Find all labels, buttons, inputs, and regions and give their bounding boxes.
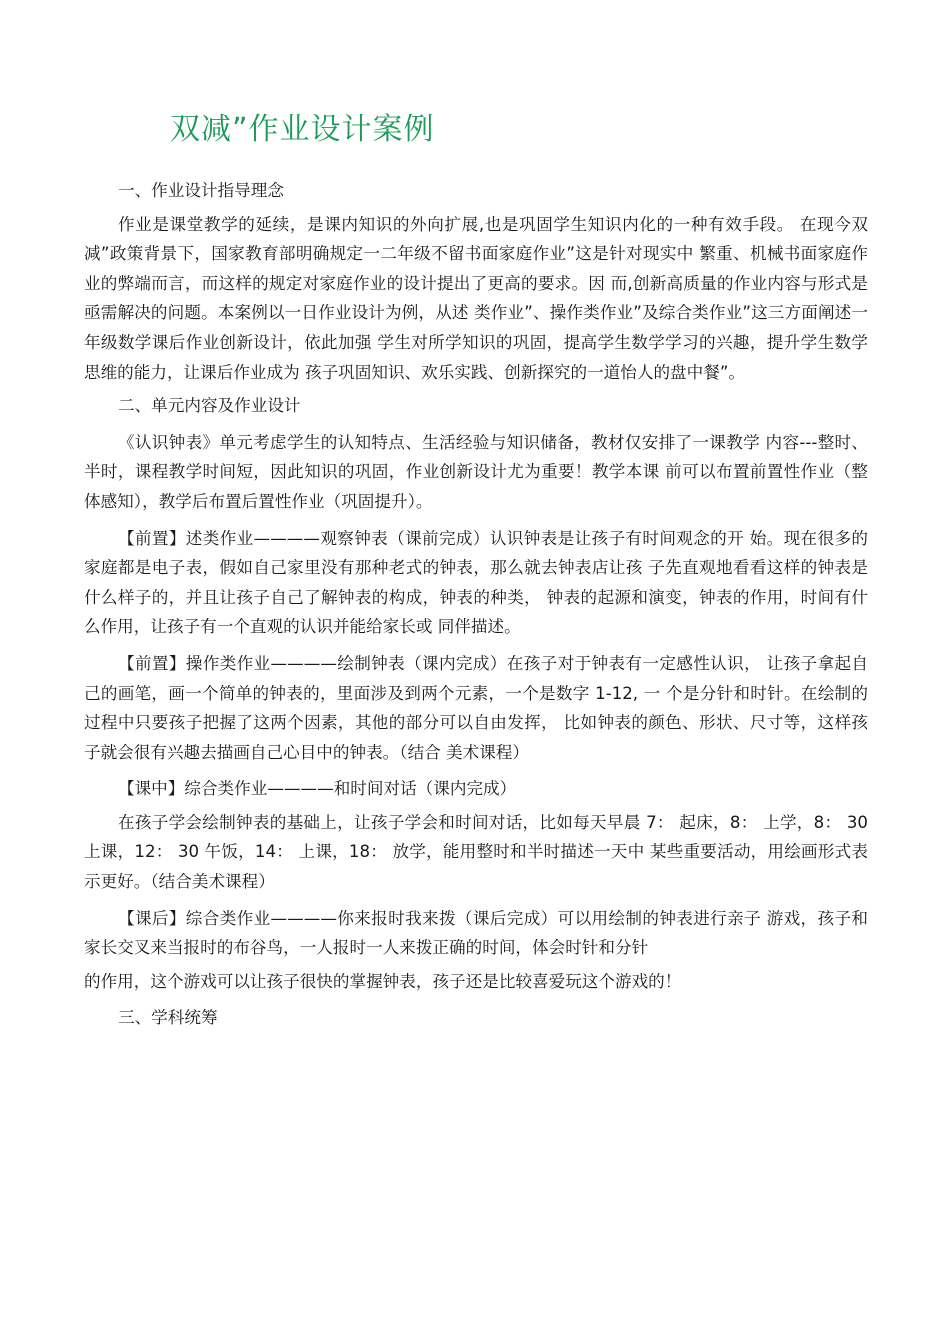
pre-task-draw-clock-paragraph: 【前置】操作类作业————绘制钟表（课内完成）在孩子对于钟表有一定感性认识， 让孩子拿起自己的画笔，画一个简单的钟表的，里面涉及到两个元素，一个是数字 1-12, 一 个是分针和时针。在绘制的过程中只要孩子把握了这两个因素，其他的部分可以自由发挥， 比如钟表的颜色、形状、尺寸等，这样孩子就会很有兴趣去描画自己心目中的钟表。（结合 美术课程） <box>84 653 868 762</box>
section-heading-3: 三、学科统筹 <box>118 1008 218 1028</box>
document-body <box>84 176 868 1033</box>
in-class-task-paragraph: 在孩子学会绘制钟表的基础上，让孩子学会和时间对话，比如每天早晨 7： 起床，8： 上学，8： 30 上课，12： 30 午饭，14： 上课，18： 放学，能用整时和半时描述一天中 某些重要活动，用绘画形式表示更好。（结合美术课程） <box>84 812 868 892</box>
section-heading-2: 二、单元内容及作业设计 <box>118 396 301 416</box>
after-class-task-paragraph-continued: 的作用，这个游戏可以让孩子很快的掌握钟表，孩子还是比较喜爱玩这个游戏的！ <box>84 971 682 991</box>
after-class-task-paragraph: 【课后】综合类作业————你来报时我来拨（课后完成）可以用绘制的钟表进行亲子 游戏，孩子和家长交叉来当报时的布谷鸟，一人报时一人来拨正确的时间，体会时针和分针 <box>84 908 868 958</box>
document-title: 双减”作业设计案例 <box>170 112 435 147</box>
section-heading-1: 一、作业设计指导理念 <box>118 181 284 200</box>
section-1-paragraph: 作业是课堂教学的延续，是课内知识的外向扩展,也是巩固学生知识内化的一种有效手段。 在现今双减”政策背景下，国家教育部明确规定一二年级不留书面家庭作业”这是针对现实中 繁重、机械书面家庭作业的弊端而言，而这样的规定对家庭作业的设计提出了更高的要求。因 而,创新高质量的作业内容与形式是亟需解决的问题。本案例以一日作业设计为例，从述 类作业”、操作类作业”及综合类作业”这三方面阐述一年级数学课后作业创新设计，依此加强 学生对所学知识的巩固，提高学生数学学习的兴趣，提升学生数学思维的能力，让课后作业成为 孩子巩固知识、欢乐实践、创新探究的一道怡人的盘中餐”。 <box>84 214 868 382</box>
in-class-task-heading: 【课中】综合类作业————和时间对话（课内完成） <box>118 779 517 799</box>
pre-task-observe-clock-paragraph: 【前置】述类作业————观察钟表（课前完成）认识钟表是让孩子有时间观念的开 始。现在很多的家庭都是电子表，假如自己家里没有那种老式的钟表，那么就去钟表店让孩 子先直观地看看这样的钟表是什么样子的，并且让孩子自己了解钟表的构成，钟表的种类， 钟表的起源和演变，钟表的作用，时间有什么作用，让孩子有一个直观的认识并能给家长或 同伴描述。 <box>84 528 868 637</box>
section-2-intro-paragraph: 《认识钟表》单元考虑学生的认知特点、生活经验与知识储备，教材仅安排了一课教学 内容---整时、半时，课程教学时间短，因此知识的巩固，作业创新设计尤为重要！教学本课 前可以布置前置性作业（整体感知），教学后布置后置性作业（巩固提升）。 <box>84 432 868 511</box>
